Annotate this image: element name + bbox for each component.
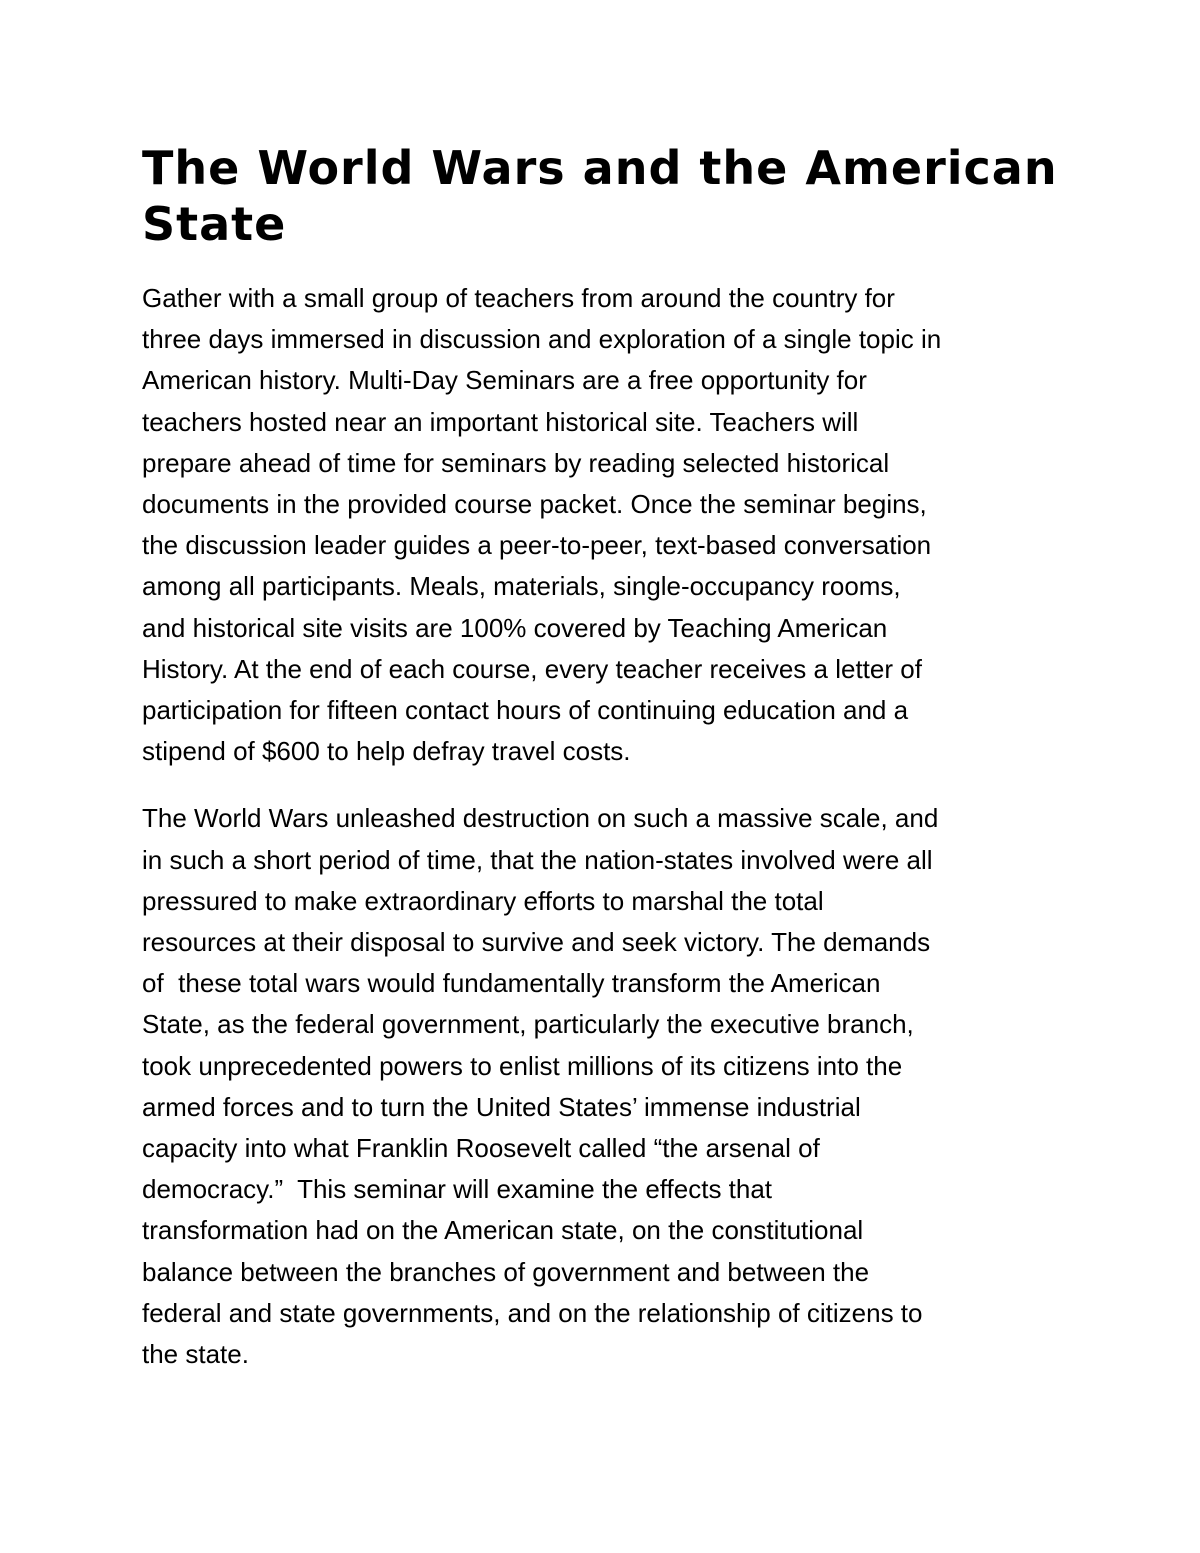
- paragraph-line: took unprecedented powers to enlist millions of its citizens into the: [142, 1050, 903, 1081]
- paragraph-line: State, as the federal government, particularly the executive branch,: [142, 1009, 914, 1040]
- paragraph-line: resources at their disposal to survive and seek victory. The demands: [142, 927, 931, 958]
- title-line: The World Wars and the American: [142, 141, 1058, 195]
- paragraph-line: the discussion leader guides a peer-to-peer, text-based conversation: [142, 530, 932, 561]
- paragraph-line: capacity into what Franklin Roosevelt called “the arsenal of: [142, 1133, 820, 1164]
- paragraph-line: transformation had on the American state, on the constitutional: [142, 1215, 864, 1246]
- paragraph-line: stipend of $600 to help defray travel costs.: [142, 736, 631, 767]
- paragraph-line: teachers hosted near an important historical site. Teachers will: [142, 406, 859, 437]
- paragraph-line: balance between the branches of government and between the: [142, 1256, 870, 1287]
- paragraph-line: prepare ahead of time for seminars by reading selected historical: [142, 447, 890, 478]
- paragraph-line: pressured to make extraordinary efforts to marshal the total: [142, 885, 824, 916]
- paragraph-line: and historical site visits are 100% covered by Teaching American: [142, 612, 888, 643]
- paragraph-line: of these total wars would fundamentally transform the American: [142, 968, 881, 999]
- paragraph-line: in such a short period of time, that the nation-states involved were all: [142, 844, 933, 875]
- paragraph-line: documents in the provided course packet. Once the seminar begins,: [142, 489, 927, 520]
- seminar-description-paragraph: [142, 798, 1072, 1375]
- paragraph-line: the state.: [142, 1339, 249, 1370]
- paragraph-line: American history. Multi-Day Seminars are a free opportunity for: [142, 365, 867, 396]
- document-body: [142, 140, 1072, 1375]
- paragraph-line: History. At the end of each course, every teacher receives a letter of: [142, 653, 922, 684]
- paragraph-line: three days immersed in discussion and exploration of a single topic in: [142, 324, 942, 355]
- paragraph-line: Gather with a small group of teachers from around the country for: [142, 283, 895, 313]
- paragraph-line: federal and state governments, and on the relationship of citizens to: [142, 1297, 923, 1328]
- paragraph-line: participation for fifteen contact hours of continuing education and a: [142, 695, 909, 726]
- paragraph-line: democracy.” This seminar will examine the effects that: [142, 1174, 773, 1205]
- title-line: State: [142, 197, 287, 251]
- paragraph-line: The World Wars unleashed destruction on such a massive scale, and: [142, 803, 939, 834]
- paragraph-line: among all participants. Meals, materials, single-occupancy rooms,: [142, 571, 901, 602]
- document-title: [142, 140, 1072, 252]
- intro-paragraph: [142, 278, 1072, 772]
- paragraph-line: armed forces and to turn the United States’ immense industrial: [142, 1091, 861, 1122]
